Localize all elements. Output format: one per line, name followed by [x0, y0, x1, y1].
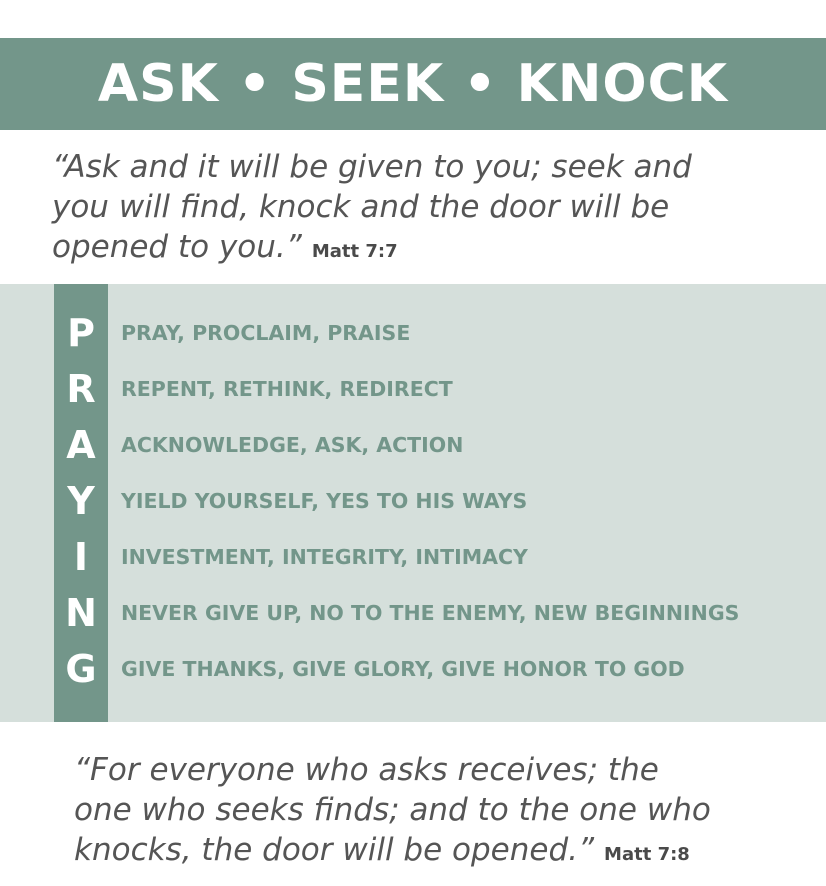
quote-line: “Ask and it will be given to you; seek and [52, 149, 692, 185]
quote-line-last [74, 830, 774, 875]
acrostic-letter: Y [67, 479, 95, 523]
acrostic-phrase: INVESTMENT, INTEGRITY, INTIMACY [121, 545, 528, 569]
acrostic-phrase: REPENT, RETHINK, REDIRECT [121, 377, 453, 401]
acrostic-row-p [54, 305, 410, 361]
acrostic-letter: A [66, 423, 96, 467]
scripture-reference: Matt 7:7 [311, 241, 398, 262]
acrostic-row-a [54, 417, 463, 473]
scripture-reference: Matt 7:8 [604, 844, 690, 865]
acrostic-letter: R [66, 367, 96, 411]
acrostic-phrase: ACKNOWLEDGE, ASK, ACTION [121, 433, 464, 457]
acrostic-phrase: PRAY, PROCLAIM, PRAISE [121, 321, 411, 345]
scripture-quote-bottom [74, 750, 774, 875]
acrostic-letter: I [73, 535, 89, 579]
acrostic-phrase: NEVER GIVE UP, NO TO THE ENEMY, NEW BEGINNINGS [121, 601, 740, 625]
acrostic-row-y [54, 473, 527, 529]
quote-line: one who seeks finds; and to the one who [74, 792, 711, 828]
acrostic-letter: N [65, 591, 97, 635]
quote-line-text: opened to you.” [52, 229, 302, 265]
acrostic-row-i [54, 529, 528, 585]
quote-line: “For everyone who asks receives; the [74, 752, 659, 788]
scripture-quote-top [52, 147, 752, 272]
page-title: ASK • SEEK • KNOCK [97, 54, 729, 114]
acrostic-letter: P [67, 311, 95, 355]
acrostic-phrase: YIELD YOURSELF, YES TO HIS WAYS [121, 489, 528, 513]
title-banner [0, 38, 826, 130]
quote-line-last [52, 227, 752, 272]
quote-line-text: knocks, the door will be opened.” [74, 832, 595, 868]
acrostic-row-n [54, 585, 739, 641]
acrostic-phrase: GIVE THANKS, GIVE GLORY, GIVE HONOR TO GOD [121, 657, 685, 681]
quote-line: you will find, knock and the door will be [52, 189, 670, 225]
acrostic-row-r [54, 361, 453, 417]
acrostic-letter: G [65, 647, 97, 691]
acrostic-row-g [54, 641, 685, 697]
